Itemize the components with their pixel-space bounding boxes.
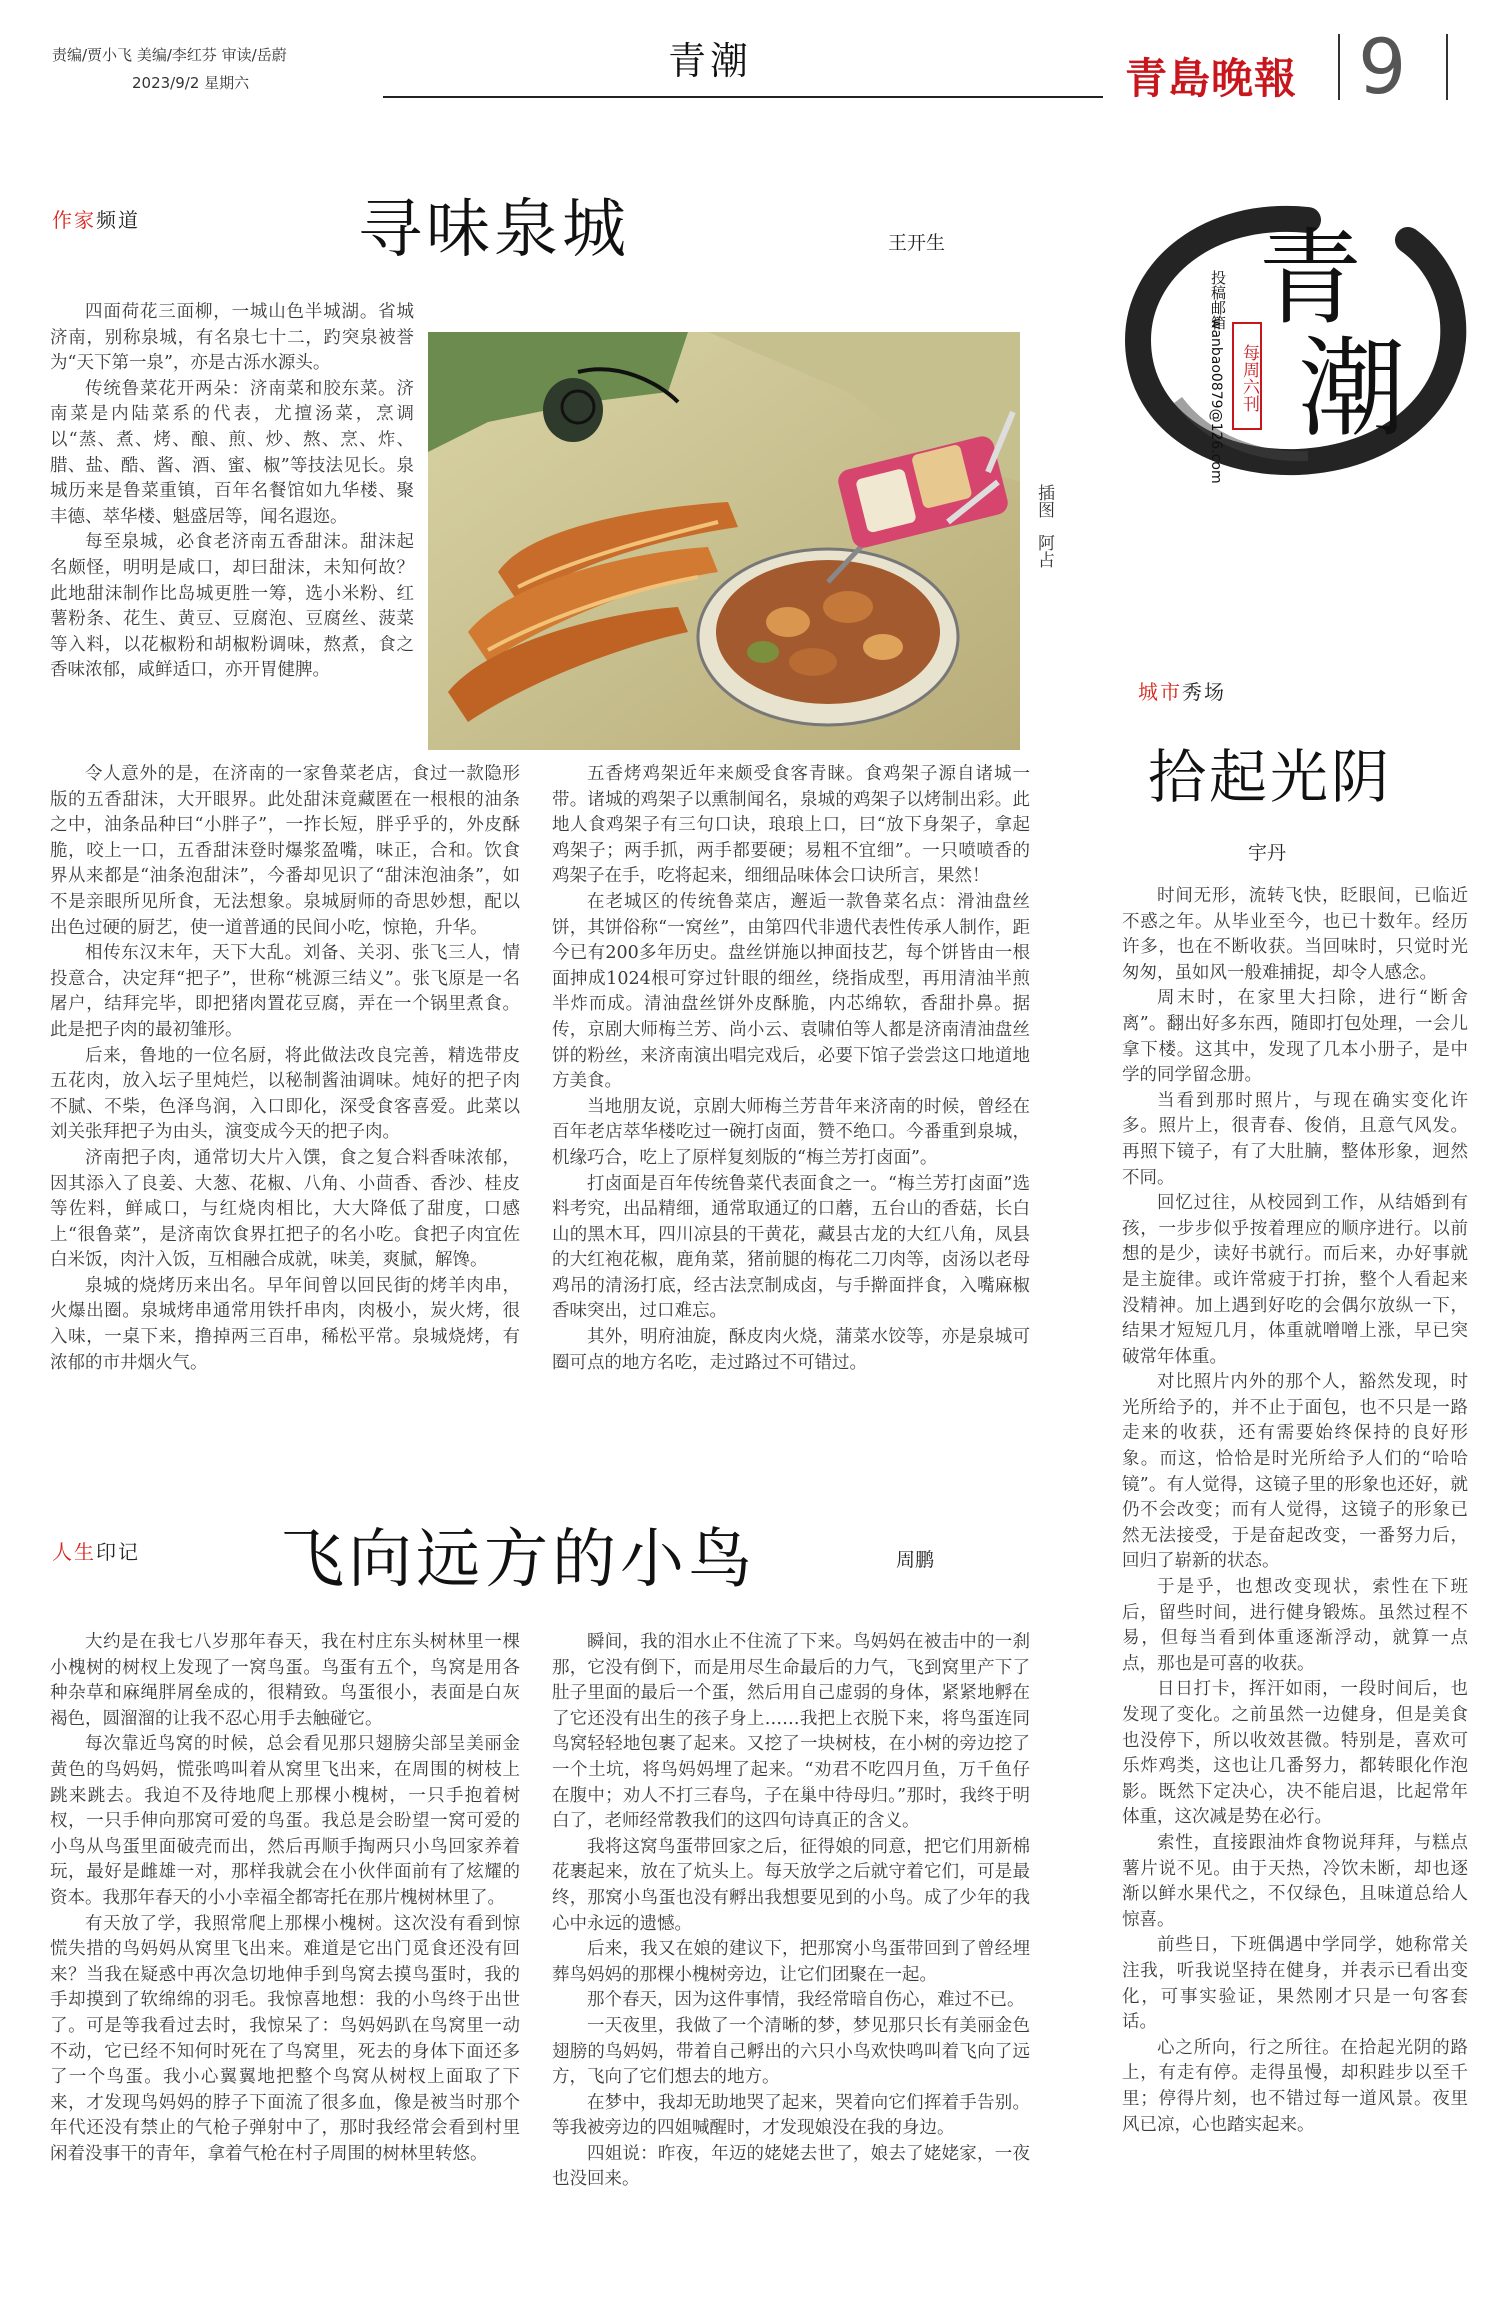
masthead-rule xyxy=(383,96,1103,98)
paragraph: 当看到那时照片，与现在确实变化许多。照片上，很青春、俊俏，且意气风发。再照下镜子，有了大肚腩，整体形象，迥然不同。 xyxy=(1122,1090,1468,1188)
article1-column-left-top xyxy=(50,300,414,760)
paragraph: 那个春天，因为这件事情，我经常暗自伤心，难过不已。 xyxy=(587,1990,1025,2011)
credits: 责编/贾小飞 美编/李红芬 审读/岳蔚 xyxy=(52,46,287,64)
paragraph: 每至泉城，必食老济南五香甜沫。甜沫起名颇怪，明明是咸口，却曰甜沫，未知何故？此地甜沫制作比岛城更胜一筹，选小米粉、红薯粉条、花生、黄豆、豆腐泡、豆腐丝、菠菜等入料，以花椒粉和胡椒粉调味，熬煮，食之香味浓郁，咸鲜适口，亦开胃健脾。 xyxy=(50,532,414,681)
paragraph: 我将这窝鸟蛋带回家之后，征得娘的同意，把它们用新棉花裹起来，放在了炕头上。每天放学之后就守着它们，可是最终，那窝小鸟蛋也没有孵出我想要见到的小鸟。成了少年的我心中永远的遗憾。 xyxy=(552,1836,1030,1934)
paragraph: 四姐说：昨夜，年迈的姥姥去世了，娘去了姥姥家，一夜也没回来。 xyxy=(552,2143,1030,2190)
article2-title: 飞向远方的小鸟 xyxy=(280,1523,756,1597)
article1-column-right xyxy=(552,762,1030,1462)
paragraph: 对比照片内外的那个人，豁然发现，时光所给予的，并不止于面包，也不只是一路走来的收获，还有需要始终保持的良好形象。而这，恰恰是时光所给予人们的“哈哈镜”。有人觉得，这镜子里的形象也还好，就仍不会改变；而有人觉得，这镜子的形象已然无法接受，于是奋起改变，一番努力后，回归了崭新的状态。 xyxy=(1122,1372,1468,1572)
brand-char-2: 潮 xyxy=(1298,327,1407,452)
paragraph: 一天夜里，我做了一个清晰的梦，梦见那只长有美丽金色翅膀的鸟妈妈，带着自己孵出的六只小鸟欢快鸣叫着飞向了远方，飞向了它们想去的地方。 xyxy=(552,2015,1030,2088)
page-divider-right xyxy=(1446,34,1448,100)
article1-author: 王开生 xyxy=(888,232,946,254)
email-label: 投稿邮箱 xyxy=(1209,270,1227,330)
paragraph: 每次靠近鸟窝的时候，总会看见那只翅膀尖部呈美丽金黄色的鸟妈妈，慌张鸣叫着从窝里飞出来，在周围的树枝上跳来跳去。我迫不及待地爬上那棵小槐树，一只手抱着树杈，一只手伸向那窝可爱的鸟蛋。我总是会盼望一窝可爱的小鸟从鸟蛋里面破壳而出，然后再顺手掏两只小鸟回家养着玩，最好是雌雄一对，那样我就会在小伙伴面前有了炫耀的资本。我那年春天的小小幸福全都寄托在那片槐树林里了。 xyxy=(50,1734,520,1908)
paragraph: 回忆过往，从校园到工作，从结婚到有孩，一步步似乎按着理应的顺序进行。以前想的是少，读好书就行。而后来，办好事就是主旋律。或许常疲于打拚，整个人看起来没精神。加上遇到好吃的会偶尔放纵一下，结果才短短几月，体重就噌噌上涨，早已突破常年体重。 xyxy=(1122,1193,1468,1367)
newspaper-logo: 青島晚報 xyxy=(1125,54,1298,103)
weekly-badge: 每周六刊 xyxy=(1232,322,1262,430)
paragraph: 后来，鲁地的一位名厨，将此做法改良完善，精选带皮五花肉，放入坛子里炖烂，以秘制酱油调味。炖好的把子肉不腻、不柴，色泽鸟润，入口即化，深受食客喜爱。此菜以刘关张拜把子为由头，演变成今天的把子肉。 xyxy=(50,1045,520,1143)
paragraph: 时间无形，流转飞快，眨眼间，已临近不惑之年。从毕业至今，也已十数年。经历许多，也在不断收获。当回味时，只觉时光匆匆，虽如风一般难捕捉，却令人感念。 xyxy=(1122,886,1468,983)
article3-title: 拾起光阴 xyxy=(1148,743,1393,811)
illustration-label: 插图 xyxy=(1034,484,1054,518)
paragraph: 打卤面是百年传统鲁菜代表面食之一。“梅兰芳打卤面”选料考究，出品精细，通常取通辽的口蘑，五台山的香菇，长白山的黑木耳，四川凉县的干黄花，藏县古龙的大红八角，凤县的大红袍花椒，鹿角菜，猪前腿的梅花二刀肉等，卤汤以老母鸡吊的清汤打底，经古法烹制成卤，与手擀面拌食，入嘴麻椒香味突出，过口难忘。 xyxy=(552,1173,1030,1322)
paragraph: 于是乎，也想改变现状，索性在下班后，留些时间，进行健身锻炼。虽然过程不易，但每当看到体重逐渐浮动，就算一点点，那也是可喜的收获。 xyxy=(1122,1577,1468,1674)
paragraph: 相传东汉末年，天下大乱。刘备、关羽、张飞三人，情投意合，决定拜“把子”，世称“桃源三结义”。张飞原是一名屠户，结拜完毕，即把猪肉置花豆腐，弄在一个锅里煮食。此是把子肉的最初雏形。 xyxy=(50,943,520,1040)
issue-date: 2023/9/2 星期六 xyxy=(132,74,250,92)
column-tag-writer: 作家频道 xyxy=(52,208,140,232)
illustration-author: 阿占 xyxy=(1034,534,1054,568)
paragraph: 前些日，下班偶遇中学同学，她称常关注我，听我说坚持在健身，并表示已看出变化，可事实验证，果然刚才只是一句客套话。 xyxy=(1122,1935,1468,2033)
paragraph: 令人意外的是，在济南的一家鲁菜老店，食过一款隐形版的五香甜沫，大开眼界。此处甜沫竟藏匿在一根根的油条之中，油条品种曰“小胖子”，一拃长短，胖乎乎的，外皮酥脆，咬上一口，五香甜沫登时爆浆盈嘴，味正，合和。饮食界从来都是“油条泡甜沫”，今番却见识了“甜沫泡油条”，如不是亲眼所见所食，无法想象。泉城厨师的奇思妙想，配以出色过硬的厨艺，使一道普通的民间小吃，惊艳，升华。 xyxy=(50,764,520,938)
food-illustration xyxy=(428,332,1020,750)
paragraph: 当地朋友说，京剧大师梅兰芳昔年来济南的时候，曾经在百年老店萃华楼吃过一碗打卤面，赞不绝口。今番重到泉城，机缘巧合，吃上了原样复刻版的“梅兰芳打卤面”。 xyxy=(552,1096,1030,1168)
paragraph: 传统鲁菜花开两朵：济南菜和胶东菜。济南菜是内陆菜系的代表，尤擅汤菜，烹调以“蒸、煮、烤、酿、煎、炒、熬、烹、炸、腊、盐、酷、酱、酒、蜜、椒”等技法见长。泉城历来是鲁菜重镇，百年名餐馆如九华楼、聚丰德、萃华楼、魁盛居等，闻名遐迩。 xyxy=(50,378,414,527)
article2-column-right xyxy=(552,1630,1030,2290)
section-name: 青潮 xyxy=(667,39,752,83)
paragraph: 周末时，在家里大扫除，进行“断舍离”。翻出好多东西，随即打包处理，一会儿拿下楼。这其中，发现了几本小册子，是中学的同学留念册。 xyxy=(1122,988,1468,1086)
column-tag-life: 人生印记 xyxy=(52,1540,140,1564)
page-number: 9 xyxy=(1358,22,1407,111)
column-tag-city: 城市秀场 xyxy=(1138,680,1226,704)
email-address: wanbao0879@126.com xyxy=(1208,318,1224,484)
paragraph: 五香烤鸡架近年来颇受食客青睐。食鸡架子源自诸城一带。诸城的鸡架子以熏制闻名，泉城的鸡架子以烤制出彩。此地人食鸡架子有三句口诀，琅琅上口，曰“放下身架子，拿起鸡架子；两手抓，两手都要硬；易粗不宜细”。一只喷喷香的鸡架子在手，吃将起来，细细品味体会口诀所言，果然！ xyxy=(552,764,1030,887)
paragraph: 大约是在我七八岁那年春天，我在村庄东头树林里一棵小槐树的树杈上发现了一窝鸟蛋。鸟蛋有五个，鸟窝是用各种杂草和麻绳胖屑垒成的，很精致。鸟蛋很小，表面是白灰褐色，圆溜溜的让我不忍心用手去触碰它。 xyxy=(50,1632,520,1729)
paragraph: 日日打卡，挥汗如雨，一段时间后，也发现了变化。之前虽然一边健身，但是美食也没停下，所以收效甚微。特别是，喜欢可乐炸鸡类，这也让几番努力，都转眼化作泡影。既然下定决心，决不能启退，比起常年体重，这次减是势在必行。 xyxy=(1122,1679,1468,1828)
paragraph: 其外，明府油旋，酥皮肉火烧，蒲菜水饺等，亦是泉城可圈可点的地方名吃，走过路过不可错过。 xyxy=(552,1327,1030,1373)
article1-column-left xyxy=(50,762,520,1462)
article3-author: 宇丹 xyxy=(1248,842,1287,864)
article2-author: 周鹏 xyxy=(896,1549,935,1571)
paragraph: 后来，我又在娘的建议下，把那窝小鸟蛋带回到了曾经埋葬鸟妈妈的那棵小槐树旁边，让它们团聚在一起。 xyxy=(552,1939,1030,1985)
page-divider xyxy=(1338,34,1340,100)
paragraph: 瞬间，我的泪水止不住流了下来。鸟妈妈在被击中的一刹那，它没有倒下，而是用尽生命最后的力气，飞到窝里产下了肚子里面的最后一个蛋，然后用自己虚弱的身体，紧紧地孵在了它还没有出生的孩子身上……我把上衣脱下来，将鸟蛋连同鸟窝轻轻地包裹了起来。又挖了一块树枝，在小树的旁边挖了一个土坑，将鸟妈妈埋了起来。“劝君不吃四月鱼，万千鱼仔在腹中；劝人不打三春鸟，子在巢中待母归。”那时，我终于明白了，老师经常教我们的这四句诗真正的含义。 xyxy=(552,1632,1030,1832)
brand-char-1: 青 xyxy=(1258,217,1363,339)
paragraph: 在老城区的传统鲁菜店，邂逅一款鲁菜名点：滑油盘丝饼，其饼俗称“一窝丝”，由第四代非遗代表性传承人制作，距今已有200多年历史。盘丝饼施以抻面技艺，每个饼皆由一根面抻成1024根可穿过针眼的细丝，绕指成型，再用清油半煎半炸而成。清油盘丝饼外皮酥脆，内芯绵软，香甜扑鼻。据传，京剧大师梅兰芳、尚小云、袁啸伯等人都是济南清油盘丝饼的粉丝，来济南演出唱完戏后，必要下馆子尝尝这口地道地方美食。 xyxy=(552,891,1030,1092)
paragraph: 心之所向，行之所往。在拾起光阴的路上，有走有停。走得虽慢，却积跬步以至千里；停得片刻，也不错过每一道风景。夜里风已凉，心也踏实起来。 xyxy=(1122,2037,1468,2135)
paragraph: 济南把子肉，通常切大片入馔，食之复合料香味浓郁，因其添入了良姜、大葱、花椒、八角、小茴香、香沙、桂皮等佐料，鲜咸口，与红烧肉相比，大大降低了甜度，口感上“很鲁菜”，是济南饮食界扛把子的名小吃。食把子肉宜佐白米饭，肉汁入饭，互相融合成就，味美，爽腻，解馋。 xyxy=(50,1147,520,1271)
paragraph: 有天放了学，我照常爬上那棵小槐树。这次没有看到惊慌失措的鸟妈妈从窝里飞出来。难道是它出门觅食还没有回来？当我在疑惑中再次急切地伸手到鸟窝去摸鸟蛋时，我的手却摸到了软绵绵的羽毛。我惊喜地想：我的小鸟终于出世了。可是等我看过去时，我惊呆了：鸟妈妈趴在鸟窝里一动不动，它已经不知何时死在了鸟窝里，死去的身体下面还多了一个鸟蛋。我小心翼翼地把整个鸟窝从树杈上面取了下来，才发现鸟妈妈的脖子下面流了很多血，像是被当时那个年代还没有禁止的气枪子弹射中了，那时我经常会看到村里闲着没事干的青年，拿着气枪在村子周围的树林里转悠。 xyxy=(50,1913,520,2164)
paragraph: 索性，直接跟油炸食物说拜拜，与糕点薯片说不见。由于天热，冷饮未断，却也逐渐以鲜水果代之，不仅绿色，且味道总给人惊喜。 xyxy=(1122,1832,1468,1930)
article1-title: 寻味泉城 xyxy=(358,193,630,267)
paragraph: 泉城的烧烤历来出名。早年间曾以回民街的烤羊肉串，火爆出圈。泉城烤串通常用铁扦串肉，肉极小，炭火烤，很入味，一桌下来，撸掉两三百串，稀松平常。泉城烧烤，有浓郁的市井烟火气。 xyxy=(50,1275,520,1373)
article3-column xyxy=(1122,884,1468,2284)
paragraph: 四面荷花三面柳，一城山色半城湖。省城济南，别称泉城，有名泉七十二，趵突泉被誉为“天下第一泉”，亦是古泺水源头。 xyxy=(50,302,414,374)
article2-column-left xyxy=(50,1630,520,2290)
paragraph: 在梦中，我却无助地哭了起来，哭着向它们挥着手告别。等我被旁边的四姐喊醒时，才发现娘没在我的身边。 xyxy=(552,2092,1030,2139)
